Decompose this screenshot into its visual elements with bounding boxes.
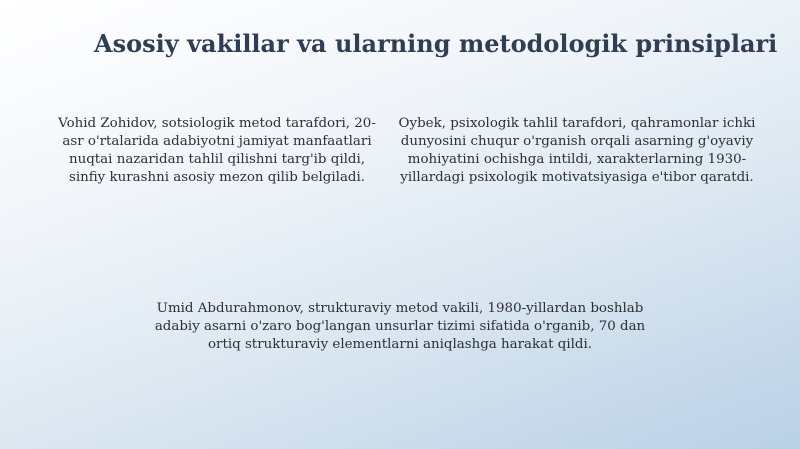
text-block-abdurahmonov: Umid Abdurahmonov, strukturaviy metod vakili, 1980-yillardan boshlab adabiy asarni o'zaro bog'langan unsurlar tizimi sifatida o'rganib, 70 dan ortiq strukturaviy elementlarni aniqlashga harakat qildi. [154, 301, 646, 352]
text-block-zohidov: Vohid Zohidov, sotsiologik metod tarafdori, 20-asr o'rtalarida adabiyotni jamiyat manfaatlari nuqtai nazaridan tahlil qilishni targ'ib qildi, sinfiy kurashni asosiy mezon qilib belgiladi. [58, 116, 376, 185]
slide-title: Asosiy vakillar va ularning metodologik prinsiplari [94, 29, 778, 58]
text-block-oybek: Oybek, psixologik tahlil tarafdori, qahramonlar ichki dunyosini chuqur o'rganish orqali asarning g'oyaviy mohiyatini ochishga intildi, xarakterlarning 1930-yillardagi psixologik motivatsiyasiga e'tibor qaratdi. [398, 116, 756, 185]
